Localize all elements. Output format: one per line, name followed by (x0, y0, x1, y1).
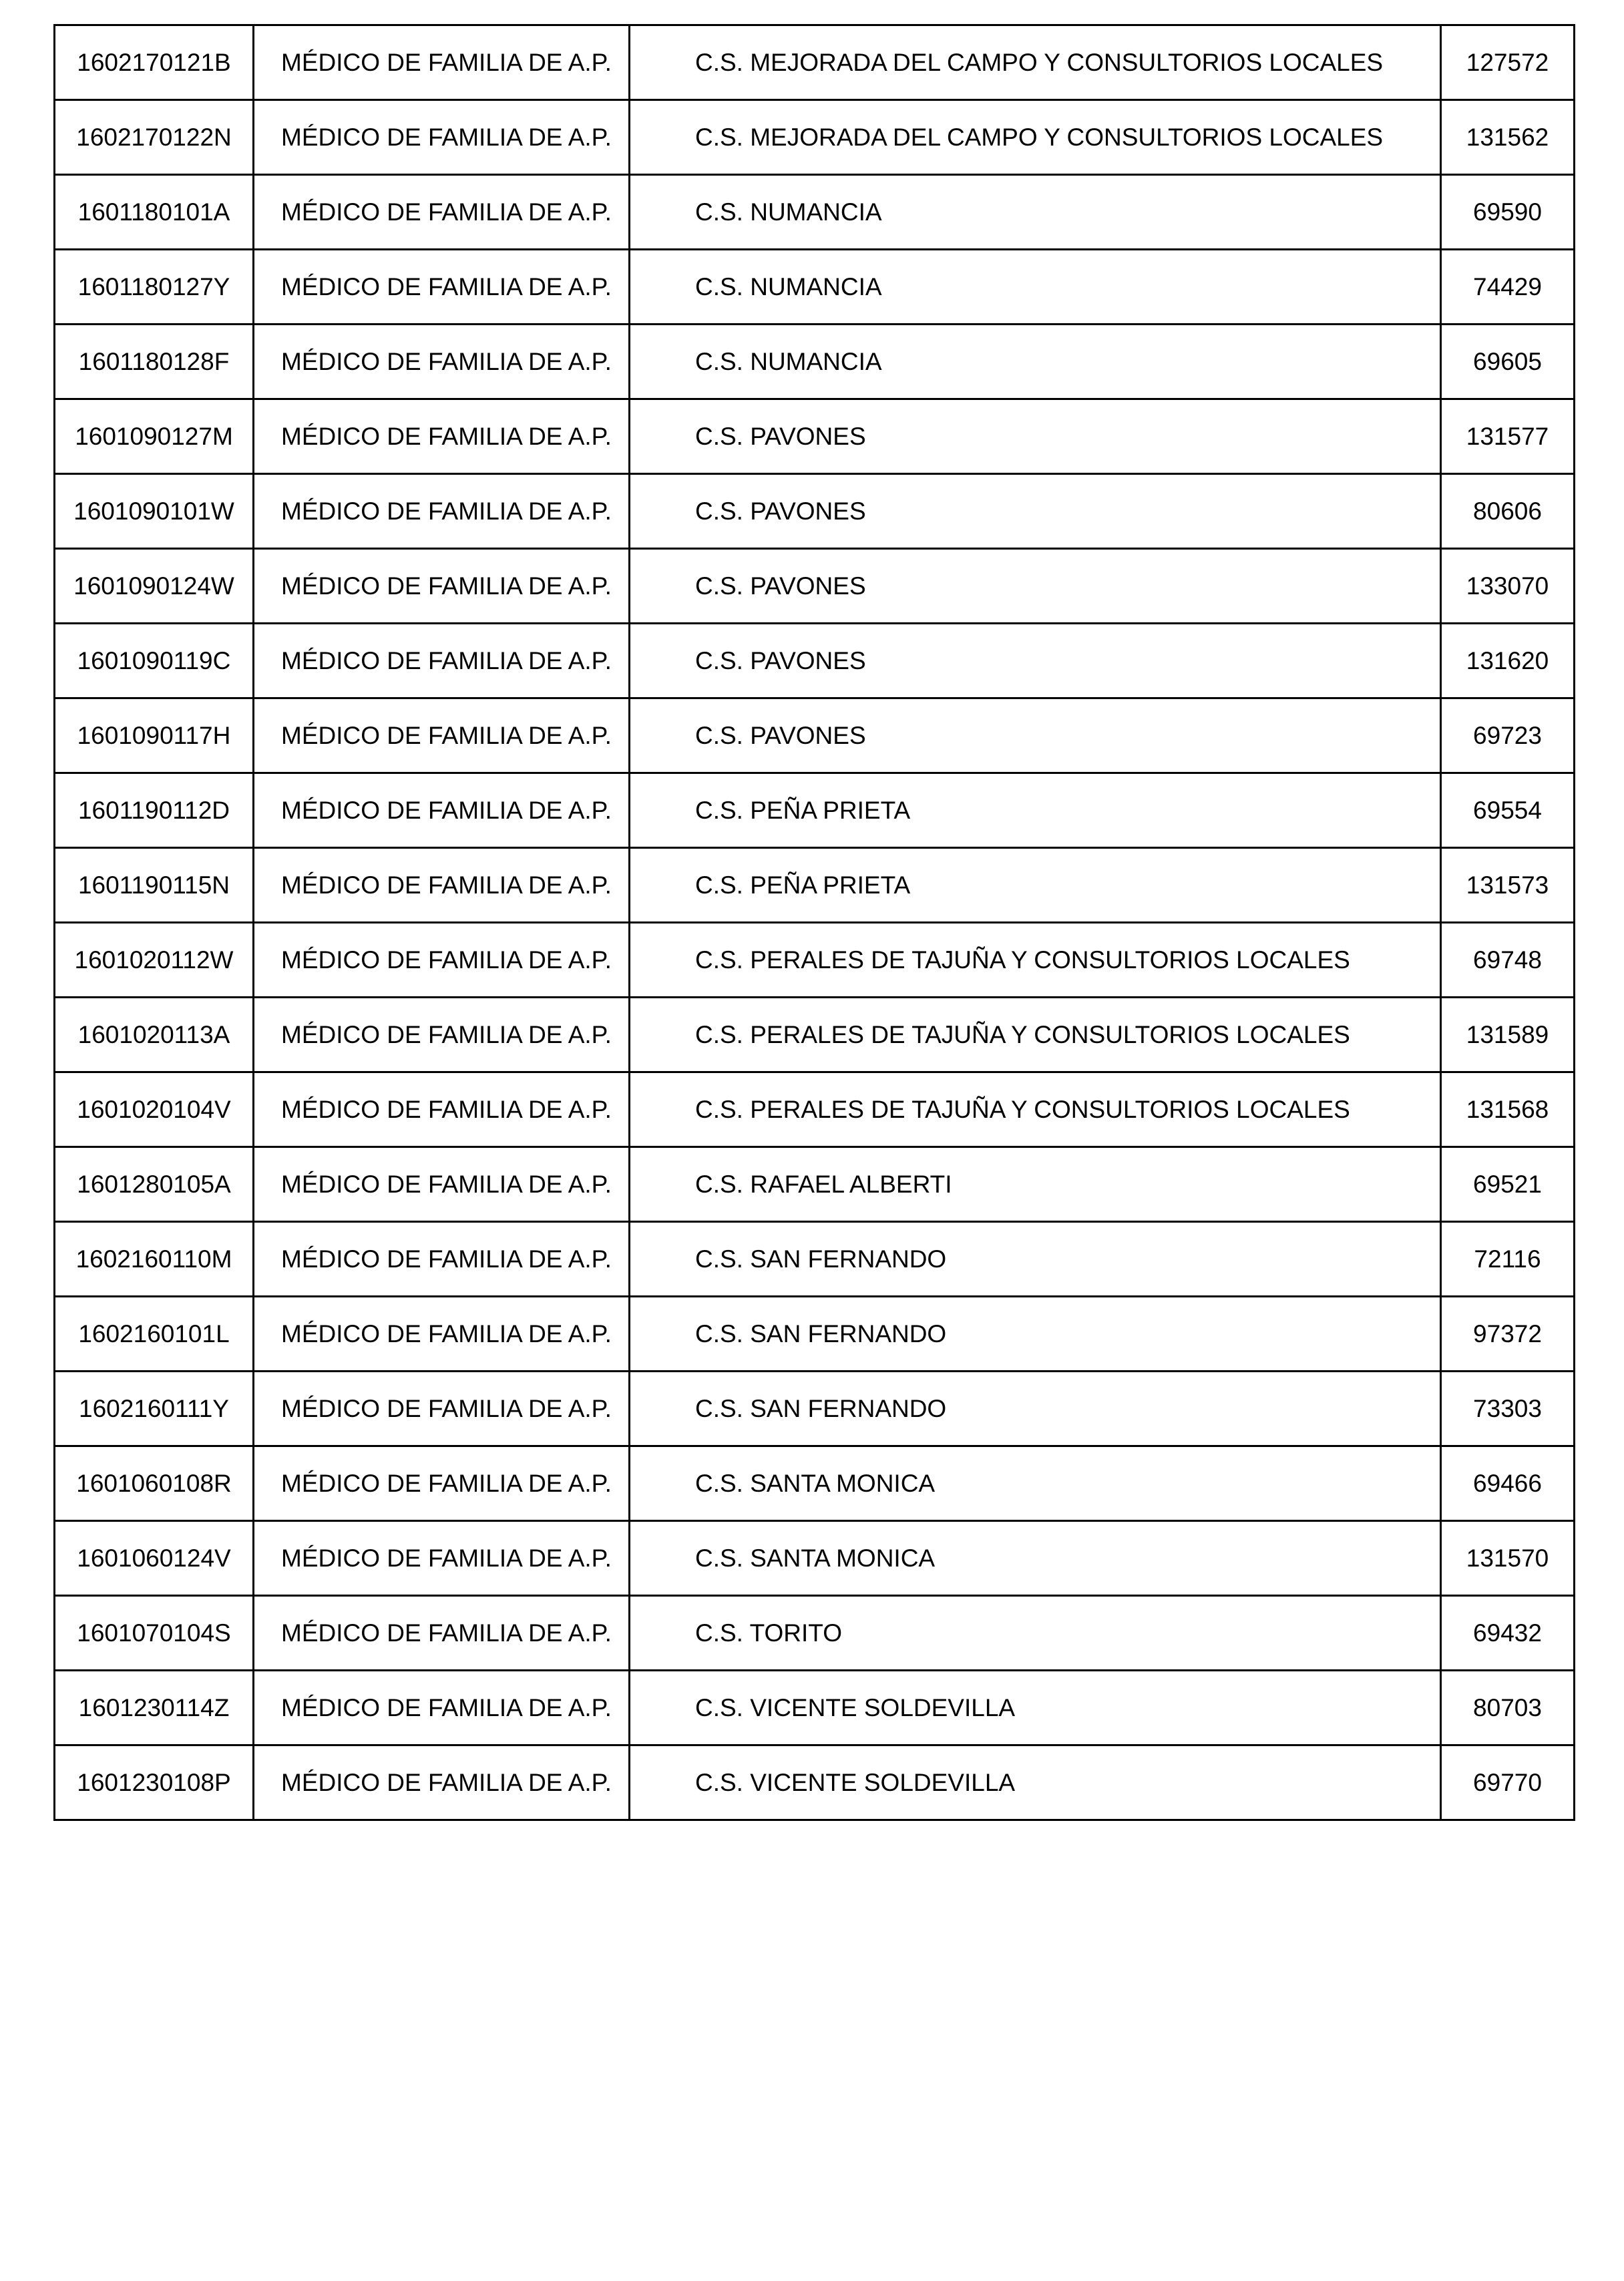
position-code-cell: 1601090117H (55, 698, 254, 773)
health-center-cell: C.S. MEJORADA DEL CAMPO Y CONSULTORIOS LOCALES (630, 100, 1441, 175)
job-title-cell: MÉDICO DE FAMILIA DE A.P. (254, 1446, 630, 1521)
position-code-cell: 1601090127M (55, 399, 254, 474)
reference-number-cell: 69521 (1441, 1147, 1575, 1222)
job-title-cell: MÉDICO DE FAMILIA DE A.P. (254, 698, 630, 773)
position-code-cell: 1601090124W (55, 549, 254, 624)
health-center-cell: C.S. PEÑA PRIETA (630, 848, 1441, 923)
position-code-cell: 1601180127Y (55, 250, 254, 325)
position-code-cell: 1601020113A (55, 998, 254, 1072)
reference-number-cell: 131570 (1441, 1521, 1575, 1596)
health-center-cell: C.S. PERALES DE TAJUÑA Y CONSULTORIOS LOCALES (630, 923, 1441, 998)
table-row (55, 1671, 1575, 1745)
reference-number-cell: 69590 (1441, 175, 1575, 250)
job-title-cell: MÉDICO DE FAMILIA DE A.P. (254, 1521, 630, 1596)
table-row (55, 549, 1575, 624)
position-code-cell: 1601060124V (55, 1521, 254, 1596)
reference-number-cell: 69605 (1441, 325, 1575, 399)
reference-number-cell: 74429 (1441, 250, 1575, 325)
table-row (55, 399, 1575, 474)
health-center-cell: C.S. SAN FERNANDO (630, 1297, 1441, 1372)
reference-number-cell: 131573 (1441, 848, 1575, 923)
position-code-cell: 1601020104V (55, 1072, 254, 1147)
table-row (55, 100, 1575, 175)
reference-number-cell: 80606 (1441, 474, 1575, 549)
job-title-cell: MÉDICO DE FAMILIA DE A.P. (254, 1147, 630, 1222)
table-row (55, 1372, 1575, 1446)
health-center-cell: C.S. PAVONES (630, 399, 1441, 474)
position-code-cell: 1601070104S (55, 1596, 254, 1671)
table-row (55, 848, 1575, 923)
reference-number-cell: 127572 (1441, 25, 1575, 100)
health-center-cell: C.S. PAVONES (630, 698, 1441, 773)
job-title-cell: MÉDICO DE FAMILIA DE A.P. (254, 1222, 630, 1297)
reference-number-cell: 72116 (1441, 1222, 1575, 1297)
positions-table-body (55, 25, 1575, 1820)
reference-number-cell: 131577 (1441, 399, 1575, 474)
table-row (55, 923, 1575, 998)
table-row (55, 474, 1575, 549)
position-code-cell: 1601090119C (55, 624, 254, 698)
reference-number-cell: 73303 (1441, 1372, 1575, 1446)
job-title-cell: MÉDICO DE FAMILIA DE A.P. (254, 175, 630, 250)
reference-number-cell: 131620 (1441, 624, 1575, 698)
table-row (55, 175, 1575, 250)
position-code-cell: 1601230108P (55, 1745, 254, 1820)
position-code-cell: 1601060108R (55, 1446, 254, 1521)
position-code-cell: 1601190115N (55, 848, 254, 923)
health-center-cell: C.S. NUMANCIA (630, 325, 1441, 399)
health-center-cell: C.S. PAVONES (630, 474, 1441, 549)
positions-table (53, 24, 1575, 1821)
health-center-cell: C.S. SANTA MONICA (630, 1521, 1441, 1596)
reference-number-cell: 69466 (1441, 1446, 1575, 1521)
job-title-cell: MÉDICO DE FAMILIA DE A.P. (254, 250, 630, 325)
table-row (55, 325, 1575, 399)
reference-number-cell: 97372 (1441, 1297, 1575, 1372)
reference-number-cell: 69554 (1441, 773, 1575, 848)
health-center-cell: C.S. PERALES DE TAJUÑA Y CONSULTORIOS LOCALES (630, 998, 1441, 1072)
job-title-cell: MÉDICO DE FAMILIA DE A.P. (254, 624, 630, 698)
reference-number-cell: 69432 (1441, 1596, 1575, 1671)
job-title-cell: MÉDICO DE FAMILIA DE A.P. (254, 1372, 630, 1446)
reference-number-cell: 69770 (1441, 1745, 1575, 1820)
job-title-cell: MÉDICO DE FAMILIA DE A.P. (254, 549, 630, 624)
reference-number-cell: 133070 (1441, 549, 1575, 624)
job-title-cell: MÉDICO DE FAMILIA DE A.P. (254, 474, 630, 549)
table-row (55, 1147, 1575, 1222)
job-title-cell: MÉDICO DE FAMILIA DE A.P. (254, 1745, 630, 1820)
job-title-cell: MÉDICO DE FAMILIA DE A.P. (254, 1297, 630, 1372)
position-code-cell: 1602160101L (55, 1297, 254, 1372)
reference-number-cell: 69748 (1441, 923, 1575, 998)
position-code-cell: 1601280105A (55, 1147, 254, 1222)
health-center-cell: C.S. MEJORADA DEL CAMPO Y CONSULTORIOS LOCALES (630, 25, 1441, 100)
table-row (55, 1521, 1575, 1596)
position-code-cell: 1602170122N (55, 100, 254, 175)
job-title-cell: MÉDICO DE FAMILIA DE A.P. (254, 998, 630, 1072)
reference-number-cell: 69723 (1441, 698, 1575, 773)
health-center-cell: C.S. TORITO (630, 1596, 1441, 1671)
position-code-cell: 1601180101A (55, 175, 254, 250)
reference-number-cell: 131568 (1441, 1072, 1575, 1147)
health-center-cell: C.S. SAN FERNANDO (630, 1222, 1441, 1297)
job-title-cell: MÉDICO DE FAMILIA DE A.P. (254, 773, 630, 848)
table-row (55, 1222, 1575, 1297)
position-code-cell: 1601180128F (55, 325, 254, 399)
table-row (55, 25, 1575, 100)
job-title-cell: MÉDICO DE FAMILIA DE A.P. (254, 100, 630, 175)
health-center-cell: C.S. PAVONES (630, 624, 1441, 698)
health-center-cell: C.S. NUMANCIA (630, 250, 1441, 325)
health-center-cell: C.S. PEÑA PRIETA (630, 773, 1441, 848)
job-title-cell: MÉDICO DE FAMILIA DE A.P. (254, 848, 630, 923)
job-title-cell: MÉDICO DE FAMILIA DE A.P. (254, 1072, 630, 1147)
health-center-cell: C.S. VICENTE SOLDEVILLA (630, 1745, 1441, 1820)
table-row (55, 1596, 1575, 1671)
position-code-cell: 1601090101W (55, 474, 254, 549)
table-row (55, 773, 1575, 848)
position-code-cell: 1602170121B (55, 25, 254, 100)
table-row (55, 698, 1575, 773)
health-center-cell: C.S. PERALES DE TAJUÑA Y CONSULTORIOS LOCALES (630, 1072, 1441, 1147)
health-center-cell: C.S. RAFAEL ALBERTI (630, 1147, 1441, 1222)
reference-number-cell: 80703 (1441, 1671, 1575, 1745)
position-code-cell: 1602160111Y (55, 1372, 254, 1446)
table-row (55, 250, 1575, 325)
health-center-cell: C.S. NUMANCIA (630, 175, 1441, 250)
table-row (55, 998, 1575, 1072)
position-code-cell: 1602160110M (55, 1222, 254, 1297)
table-row (55, 1072, 1575, 1147)
position-code-cell: 1601020112W (55, 923, 254, 998)
position-code-cell: 1601230114Z (55, 1671, 254, 1745)
job-title-cell: MÉDICO DE FAMILIA DE A.P. (254, 1596, 630, 1671)
job-title-cell: MÉDICO DE FAMILIA DE A.P. (254, 399, 630, 474)
reference-number-cell: 131562 (1441, 100, 1575, 175)
table-row (55, 624, 1575, 698)
health-center-cell: C.S. PAVONES (630, 549, 1441, 624)
table-row (55, 1297, 1575, 1372)
job-title-cell: MÉDICO DE FAMILIA DE A.P. (254, 325, 630, 399)
health-center-cell: C.S. SANTA MONICA (630, 1446, 1441, 1521)
health-center-cell: C.S. VICENTE SOLDEVILLA (630, 1671, 1441, 1745)
table-row (55, 1745, 1575, 1820)
health-center-cell: C.S. SAN FERNANDO (630, 1372, 1441, 1446)
position-code-cell: 1601190112D (55, 773, 254, 848)
job-title-cell: MÉDICO DE FAMILIA DE A.P. (254, 923, 630, 998)
job-title-cell: MÉDICO DE FAMILIA DE A.P. (254, 25, 630, 100)
reference-number-cell: 131589 (1441, 998, 1575, 1072)
table-row (55, 1446, 1575, 1521)
job-title-cell: MÉDICO DE FAMILIA DE A.P. (254, 1671, 630, 1745)
